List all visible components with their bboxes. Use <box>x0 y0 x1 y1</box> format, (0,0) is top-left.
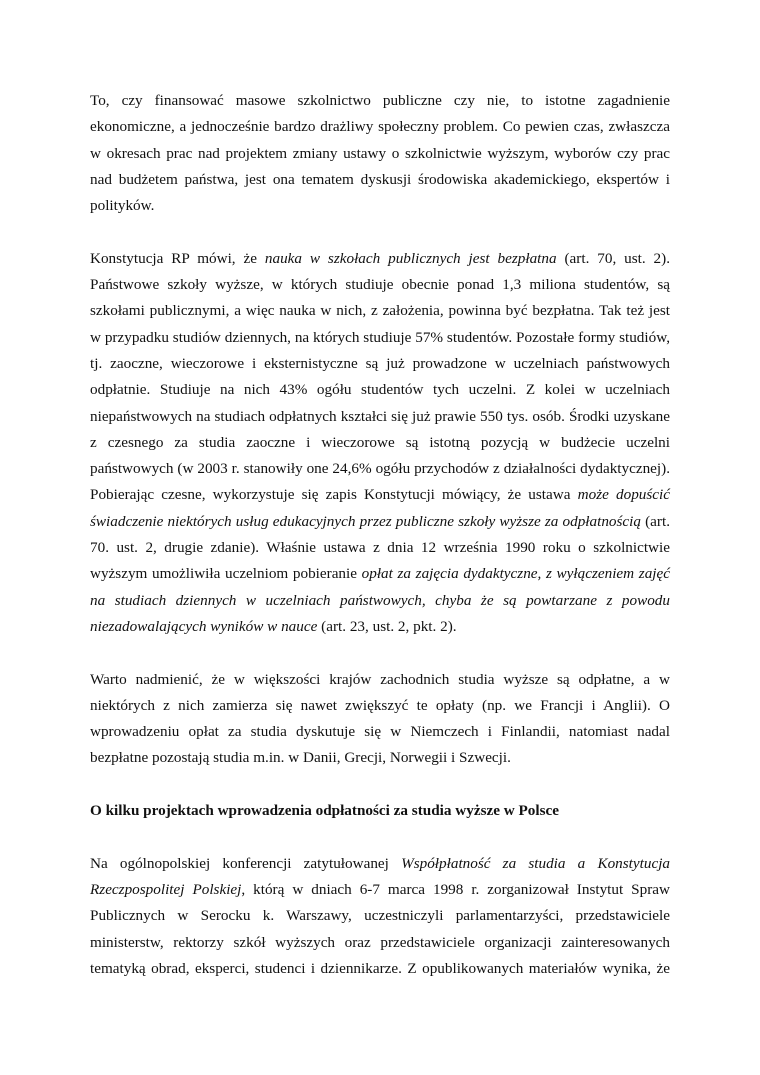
paragraph-constitution <box>90 246 670 640</box>
conference-title-italic: Współpłatność za studia a Konstytucja Rzeczpospolitej Polskiej <box>90 854 671 898</box>
quote-italic: może dopuścić świadczenie niektórych usług edukacyjnych przez publiczne szkoły wyższe za odpłatnością <box>90 486 670 530</box>
heading-text: O kilku projektach wprowadzenia odpłatności za studia wyższe w Polsce <box>90 802 560 820</box>
quote-italic: nauka w szkołach publicznych jest bezpłatna <box>264 249 557 267</box>
paragraph-other-countries <box>90 667 670 772</box>
paragraph-text: Na ogólnopolskiej konferencji zatytułowanej <box>90 854 402 872</box>
paragraph-text: , którą w dniach 6-7 marca 1998 r. zorganizował Instytut Spraw Publicznych w Serocku k. Warszawy, uczestniczyli parlamentarzyści, przedstawiciele ministerstw, rektorzy szkół wyższych oraz przedstawiciele organizacji zainteresowanych tematyką obrad, eksperci, studenci i dziennikarze. Z opublikowanych materiałów wynika, że <box>90 880 670 977</box>
paragraph-text: (art. 70. ust. 2, drugie zdanie). Właśnie ustawa z dnia 12 września 1990 roku o szkolnictwie wyższym umożliwiła uczelniom pobieranie <box>90 512 670 583</box>
paragraph-text: Warto nadmienić, że w większości krajów zachodnich studia wyższe są odpłatne, a w niektórych z nich zamierza się nawet zwiększyć te opłaty (np. we Francji i Anglii). O wprowadzeniu opłat za studia dyskutuje się w Niemczech i Finlandii, natomiast nadal bezpłatne pozostają studia m.in. w Danii, Grecji, Norwegii i Szwecji. <box>90 670 670 767</box>
paragraph-text: Konstytucja RP mówi, że <box>90 249 265 267</box>
quote-italic: opłat za zajęcia dydaktyczne, z wyłączeniem zajęć na studiach dziennych w uczelniach państwowych, chyba że są powtarzane z powodu niezadowalających wyników w nauce <box>90 565 670 635</box>
paragraph-text: (art. 23, ust. 2, pkt. 2). <box>317 617 457 635</box>
paragraph-text: To, czy finansować masowe szkolnictwo publiczne czy nie, to istotne zagadnienie ekonomiczne, a jednocześnie bardzo drażliwy społeczny problem. Co pewien czas, zwłaszcza w okresach prac nad projektem zmiany ustawy o szkolnictwie wyższym, wyborów czy prac nad budżetem państwa, jest ona tematem dyskusji środowiska akademickiego, ekspertów i polityków. <box>90 92 670 215</box>
document-page <box>90 88 670 1008</box>
paragraph-conference <box>90 851 670 982</box>
section-heading <box>90 798 670 824</box>
paragraph-intro <box>90 88 670 219</box>
paragraph-text: (art. 70, ust. 2). Państwowe szkoły wyższe, w których studiuje obecnie ponad 1,3 miliona studentów, są szkołami publicznymi, a więc nauka w nich, z założenia, powinna być bezpłatna. Tak też jest w przypadku studiów dziennych, na których studiuje 57% studentów. Pozostałe formy studiów, tj. zaoczne, wieczorowe i eksternistyczne są już prowadzone w uczelniach państwowych odpłatnie. Studiuje na nich 43% ogółu studentów tych uczelni. Z kolei w uczelniach niepaństwowych na studiach odpłatnych kształci się już prawie 550 tys. osób. Środki uzyskane z czesnego za studia zaoczne i wieczorowe są istotną pozycją w budżecie uczelni państwowych (w 2003 r. stanowiły one 24,6% ogółu przychodów z działalności dydaktycznej). Pobierając czesne, wykorzystuje się zapis Konstytucji mówiący, że ustawa <box>90 249 671 504</box>
